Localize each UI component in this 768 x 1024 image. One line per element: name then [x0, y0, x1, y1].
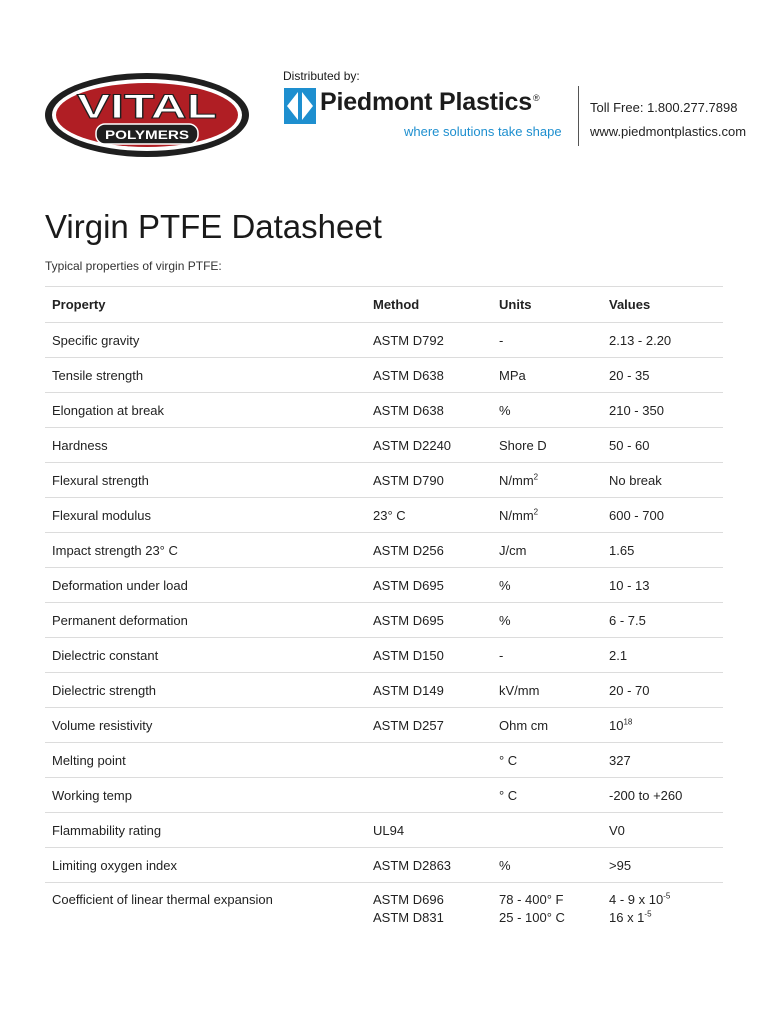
cell-value-text: 10: [609, 717, 624, 733]
cell-method-text: ASTM D2863: [373, 857, 452, 873]
cell-method: [366, 778, 492, 813]
cell-property-text: Impact strength 23° C: [52, 542, 178, 558]
cell-method: [366, 848, 492, 883]
cell-method-text: ASTM D150: [373, 647, 444, 663]
cell-property: [45, 848, 366, 883]
cell-property-text: Dielectric constant: [52, 647, 159, 663]
table-row: [45, 708, 723, 743]
cell-units: [492, 813, 602, 848]
table-row: [45, 813, 723, 848]
cell-units-text: ° C: [499, 787, 518, 803]
cell-units-text: %: [499, 857, 511, 873]
cell-value: [602, 848, 723, 883]
cell-units: [492, 393, 602, 428]
cell-value: [602, 743, 723, 778]
cell-method-text: ASTM D257: [373, 717, 444, 733]
cell-value: [602, 428, 723, 463]
distributor-website: www.piedmontplastics.com: [590, 124, 747, 139]
cell-property-text: Permanent deformation: [52, 612, 188, 628]
cell-property-text: Dielectric strength: [52, 682, 157, 698]
cell-value: [602, 638, 723, 673]
cell-method-text: ASTM D790: [373, 472, 444, 488]
cell-value-text: 6 - 7.5: [609, 612, 646, 628]
cell-property-text: Specific gravity: [52, 332, 140, 348]
registered-mark: ®: [532, 92, 540, 103]
cell-property: [45, 428, 366, 463]
column-header-property: Property: [45, 287, 366, 323]
cell-property-text: Elongation at break: [52, 402, 165, 418]
cell-value-text: 2.1: [609, 647, 628, 663]
column-header-units: Units: [492, 287, 602, 323]
cell-units: [492, 708, 602, 743]
cell-units-text: %: [499, 577, 511, 593]
cell-units-text: %: [499, 612, 511, 628]
table-row: [45, 358, 723, 393]
table-row: [45, 533, 723, 568]
cell-value: [602, 393, 723, 428]
cell-value-text: 50 - 60: [609, 437, 650, 453]
table-row: [45, 428, 723, 463]
cell-value: [602, 323, 723, 358]
table-row: [45, 498, 723, 533]
properties-table: [45, 286, 723, 941]
cell-units-text: %: [499, 402, 511, 418]
cell-value-text: -200 to +260: [609, 787, 683, 803]
cell-property-text: Deformation under load: [52, 577, 188, 593]
cell-property-text: Flexural modulus: [52, 507, 151, 523]
column-header-values: Values: [602, 287, 723, 323]
cell-method: [366, 358, 492, 393]
cell-method: [366, 568, 492, 603]
cell-units-text: J/cm: [499, 542, 527, 558]
cell-property: [45, 568, 366, 603]
cell-value-line-2-base: 16 x 1: [609, 910, 645, 925]
table-row: [45, 638, 723, 673]
cell-units-text: MPa: [499, 367, 526, 383]
cell-property-text: Tensile strength: [52, 367, 144, 383]
cell-value: [602, 813, 723, 848]
cell-units-text: Ohm cm: [499, 717, 549, 733]
cell-units-line-2: 25 - 100° C: [499, 910, 565, 925]
cell-method: [366, 743, 492, 778]
cell-value-text: 210 - 350: [609, 402, 664, 418]
cell-value: [602, 883, 723, 942]
cell-method-text: ASTM D2240: [373, 437, 452, 453]
cell-value-superscript: 18: [623, 717, 633, 727]
page-subtitle: Typical properties of virgin PTFE:: [45, 259, 222, 273]
cell-value-line-2-exponent: -5: [644, 909, 652, 919]
cell-units: [492, 358, 602, 393]
cell-property-text: Working temp: [52, 787, 132, 803]
cell-units-text: kV/mm: [499, 682, 540, 698]
piedmont-plastics-mark-icon: [284, 88, 316, 124]
page-title: Virgin PTFE Datasheet: [45, 208, 382, 245]
table-row: [45, 393, 723, 428]
vital-polymers-logo: [44, 72, 250, 158]
header-divider: [578, 86, 579, 146]
table-header-row: [45, 287, 723, 323]
cell-property: [45, 393, 366, 428]
cell-value-line-1: [609, 891, 723, 909]
table-row: [45, 603, 723, 638]
cell-property-text: Limiting oxygen index: [52, 857, 178, 873]
cell-property-text: Melting point: [52, 752, 126, 768]
cell-method: [366, 428, 492, 463]
distributor-name-text: Piedmont Plastics: [320, 88, 532, 116]
cell-method-text: ASTM D638: [373, 367, 444, 383]
cell-value: [602, 358, 723, 393]
table-row: [45, 673, 723, 708]
cell-value-text: 10 - 13: [609, 577, 650, 593]
vital-logo-subword: POLYMERS: [105, 128, 189, 142]
cell-method-text: UL94: [373, 822, 405, 838]
cell-value: [602, 673, 723, 708]
table-row: [45, 848, 723, 883]
cell-method-line-2: ASTM D831: [373, 910, 444, 925]
cell-method: [366, 533, 492, 568]
cell-value: [602, 603, 723, 638]
cell-units-text: -: [499, 332, 504, 348]
cell-value-line-1-exponent: -5: [663, 891, 671, 901]
cell-method: [366, 393, 492, 428]
cell-units: [492, 533, 602, 568]
cell-method-text: ASTM D792: [373, 332, 444, 348]
cell-property: [45, 883, 366, 942]
cell-value: [602, 778, 723, 813]
cell-property: [45, 778, 366, 813]
column-header-method: Method: [366, 287, 492, 323]
cell-property: [45, 673, 366, 708]
cell-property: [45, 638, 366, 673]
table-row: [45, 568, 723, 603]
cell-value: [602, 463, 723, 498]
cell-method: [366, 673, 492, 708]
cell-value-text: 2.13 - 2.20: [609, 332, 672, 348]
cell-units-superscript: 2: [533, 472, 539, 482]
cell-value: [602, 568, 723, 603]
cell-units: [492, 638, 602, 673]
cell-method-line-1: ASTM D696: [373, 892, 444, 907]
cell-units: [492, 848, 602, 883]
cell-value-text: 20 - 70: [609, 682, 650, 698]
cell-value-text: V0: [609, 822, 625, 838]
vital-logo-wordmark: VITAL: [77, 88, 217, 126]
cell-units: [492, 673, 602, 708]
toll-free-phone: Toll Free: 1.800.277.7898: [590, 100, 738, 115]
distributor-tagline: where solutions take shape: [404, 124, 562, 139]
cell-value-line-2: [609, 909, 723, 927]
cell-method: [366, 813, 492, 848]
cell-property: [45, 358, 366, 393]
cell-value-line-1-base: 4 - 9 x 10: [609, 892, 664, 907]
cell-value-text: 327: [609, 752, 631, 768]
cell-property-text: Flexural strength: [52, 472, 149, 488]
cell-units: [492, 428, 602, 463]
cell-property: [45, 603, 366, 638]
cell-units-text: Shore D: [499, 437, 547, 453]
cell-units: [492, 463, 602, 498]
cell-property: [45, 708, 366, 743]
document-header: [0, 0, 768, 170]
cell-method-text: 23° C: [373, 507, 406, 523]
cell-value-text: 1.65: [609, 542, 635, 558]
cell-property: [45, 533, 366, 568]
cell-property-text: Volume resistivity: [52, 717, 153, 733]
cell-units-text: N/mm: [499, 507, 534, 523]
cell-property-text: Flammability rating: [52, 822, 162, 838]
cell-property: [45, 463, 366, 498]
cell-method: [366, 463, 492, 498]
table-row-thermal-expansion: [45, 883, 723, 942]
cell-units-text: ° C: [499, 752, 518, 768]
cell-units: [492, 778, 602, 813]
table-row: [45, 743, 723, 778]
cell-units: [492, 603, 602, 638]
cell-value-text: 600 - 700: [609, 507, 664, 523]
cell-method-text: ASTM D149: [373, 682, 444, 698]
cell-units: [492, 883, 602, 942]
cell-method: [366, 323, 492, 358]
vital-polymers-logo-graphic: [44, 72, 250, 158]
cell-property: [45, 498, 366, 533]
cell-method: [366, 883, 492, 942]
cell-property-text: Coefficient of linear thermal expansion: [52, 892, 273, 907]
distributed-by-label: Distributed by:: [283, 69, 360, 83]
cell-method: [366, 638, 492, 673]
cell-property-text: Hardness: [52, 437, 108, 453]
cell-value: [602, 533, 723, 568]
cell-property: [45, 743, 366, 778]
cell-units: [492, 743, 602, 778]
cell-method-text: ASTM D695: [373, 577, 444, 593]
cell-property: [45, 323, 366, 358]
cell-method: [366, 708, 492, 743]
cell-units: [492, 568, 602, 603]
cell-property: [45, 813, 366, 848]
table-row: [45, 778, 723, 813]
cell-units-superscript: 2: [533, 507, 539, 517]
cell-value-text: >95: [609, 857, 632, 873]
cell-method: [366, 498, 492, 533]
cell-value-text: 20 - 35: [609, 367, 650, 383]
cell-value: [602, 498, 723, 533]
distributor-name: [320, 88, 539, 117]
table-body: [45, 323, 723, 942]
cell-method: [366, 603, 492, 638]
table-row: [45, 323, 723, 358]
cell-units-text: -: [499, 647, 504, 663]
cell-units: [492, 323, 602, 358]
table-row: [45, 463, 723, 498]
cell-method-text: ASTM D695: [373, 612, 444, 628]
cell-method-text: ASTM D256: [373, 542, 444, 558]
cell-value: [602, 708, 723, 743]
cell-value-text: No break: [609, 472, 662, 488]
cell-method-text: ASTM D638: [373, 402, 444, 418]
cell-units: [492, 498, 602, 533]
cell-units-line-1: 78 - 400° F: [499, 892, 564, 907]
cell-units-text: N/mm: [499, 472, 534, 488]
